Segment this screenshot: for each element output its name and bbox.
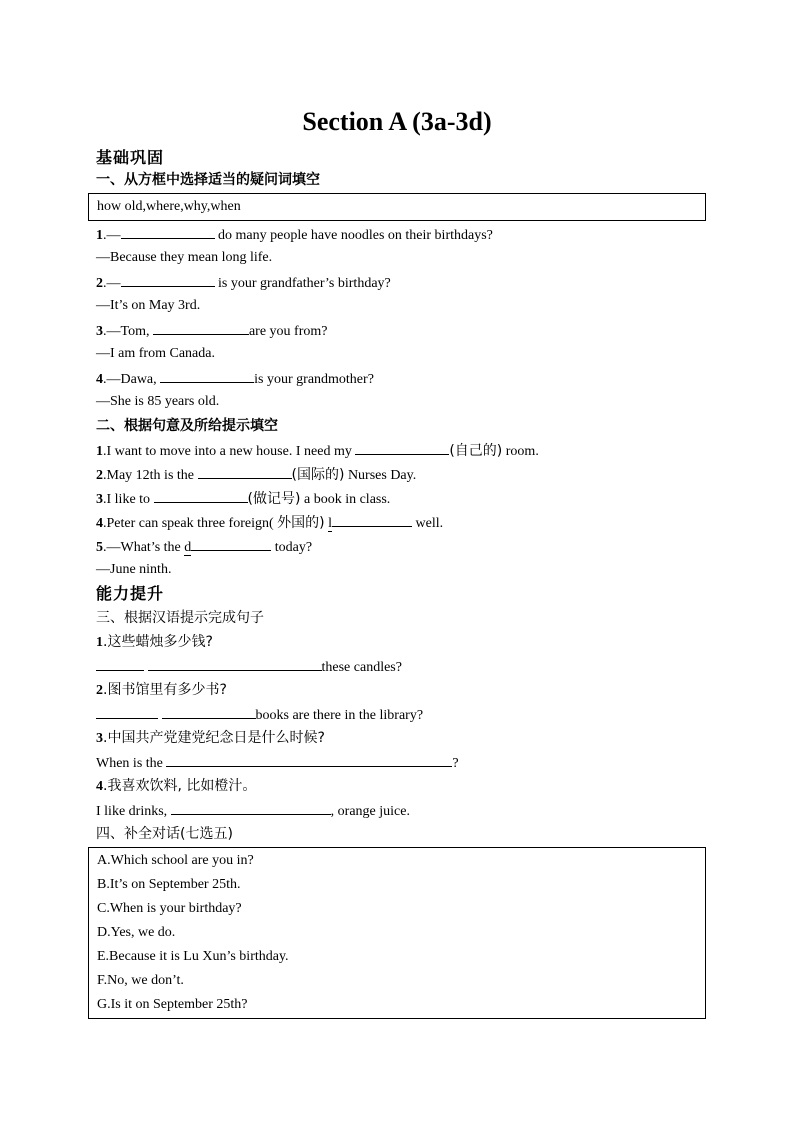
first-letter-hint: d — [184, 540, 192, 555]
option-c: C.When is your birthday? — [97, 901, 242, 916]
q-text: a book in class. — [300, 492, 391, 507]
question-2-1 — [96, 438, 539, 462]
q-text: .— — [103, 276, 121, 291]
question-3-4-answer — [96, 798, 410, 822]
answer-blank[interactable] — [154, 486, 248, 503]
q-number: 3 — [96, 731, 103, 746]
q-number: 3 — [96, 324, 103, 339]
q-text: room. — [502, 444, 539, 459]
q-number: 4 — [96, 372, 103, 387]
question-1-2 — [96, 270, 391, 294]
chinese-prompt: .中国共产党建党纪念日是什么时候? — [103, 730, 325, 746]
answer-blank[interactable] — [148, 654, 322, 671]
question-2-2 — [96, 462, 416, 486]
q-number: 1 — [96, 635, 103, 650]
answer-blank[interactable] — [96, 654, 144, 671]
q-number: 5 — [96, 540, 103, 555]
q-text: are you from? — [248, 324, 328, 339]
answer-1-3: —I am from Canada. — [96, 346, 215, 361]
q-text: these candles? — [321, 660, 402, 675]
q-text: is your grandmother? — [254, 372, 374, 387]
question-1-1 — [96, 222, 493, 246]
section-1-title: 一、从方框中选择适当的疑问词填空 — [96, 172, 320, 188]
question-3-2-prompt — [96, 678, 227, 702]
answer-blank[interactable] — [96, 702, 158, 719]
q-text: books are there in the library? — [255, 708, 424, 723]
q-text: ? — [452, 756, 459, 771]
word-box-text: how old,where,why,when — [97, 199, 241, 214]
option-b: B.It’s on September 25th. — [97, 877, 241, 892]
answer-blank[interactable] — [153, 318, 249, 335]
hint-text: (做记号) — [247, 491, 301, 507]
answer-1-1: —Because they mean long life. — [96, 250, 273, 265]
options-box — [88, 847, 706, 1019]
answer-blank[interactable] — [121, 270, 215, 287]
answer-blank[interactable] — [162, 702, 256, 719]
option-e: E.Because it is Lu Xun’s birthday. — [97, 949, 289, 964]
answer-blank[interactable] — [166, 750, 452, 767]
answer-1-4: —She is 85 years old. — [96, 394, 220, 409]
q-text: .Peter can speak three foreign( — [103, 516, 278, 531]
q-number: 2 — [96, 468, 103, 483]
q-text: today? — [271, 540, 313, 555]
question-3-2-answer — [96, 702, 423, 726]
section-4-title: 四、补全对话(七选五) — [96, 826, 233, 842]
answer-blank[interactable] — [332, 510, 412, 527]
q-text: Nurses Day. — [344, 468, 417, 483]
answer-blank[interactable] — [160, 366, 254, 383]
option-g: G.Is it on September 25th? — [97, 997, 248, 1012]
word-box — [88, 193, 706, 221]
hint-text: (自己的) — [449, 443, 503, 459]
answer-blank[interactable] — [198, 462, 292, 479]
q-number: 1 — [96, 228, 103, 243]
chinese-prompt: .图书馆里有多少书? — [103, 682, 227, 698]
q-text: When is the — [96, 756, 167, 771]
question-2-3 — [96, 486, 390, 510]
question-3-1-answer — [96, 654, 402, 678]
chinese-prompt: .我喜欢饮料, 比如橙汁。 — [103, 778, 257, 794]
question-1-3 — [96, 318, 328, 342]
answer-blank[interactable] — [171, 798, 331, 815]
q-number: 4 — [96, 516, 103, 531]
q-text: , orange juice. — [330, 804, 410, 819]
q-text: well. — [412, 516, 444, 531]
q-text: .—What’s the — [103, 540, 185, 555]
q-text: .—Tom, — [103, 324, 153, 339]
q-number: 1 — [96, 444, 103, 459]
question-1-4 — [96, 366, 374, 390]
question-3-4-prompt — [96, 774, 256, 798]
option-d: D.Yes, we do. — [97, 925, 176, 940]
answer-1-2: —It’s on May 3rd. — [96, 298, 201, 313]
q-text: .I want to move into a new house. I need my — [103, 444, 356, 459]
answer-blank[interactable] — [191, 534, 271, 551]
q-text: I like drinks, — [96, 804, 171, 819]
question-2-4 — [96, 510, 443, 534]
q-text: .I like to — [103, 492, 154, 507]
option-a: A.Which school are you in? — [97, 853, 254, 868]
q-text: .— — [103, 228, 121, 243]
hint-text: 外国的) — [277, 515, 325, 531]
q-number: 4 — [96, 779, 103, 794]
q-text: do many people have noodles on their birthdays? — [214, 228, 493, 243]
question-3-3-answer — [96, 750, 459, 774]
question-3-1-prompt — [96, 630, 213, 654]
q-number: 3 — [96, 492, 103, 507]
q-text: .May 12th is the — [103, 468, 198, 483]
section-3-title: 三、根据汉语提示完成句子 — [96, 610, 264, 626]
q-text: is your grandfather’s birthday? — [214, 276, 391, 291]
answer-blank[interactable] — [121, 222, 215, 239]
heading-improvement: 能力提升 — [96, 584, 165, 603]
q-number: 2 — [96, 276, 103, 291]
chinese-prompt: .这些蜡烛多少钱? — [103, 634, 213, 650]
q-text: .—Dawa, — [103, 372, 161, 387]
answer-blank[interactable] — [355, 438, 449, 455]
question-2-5 — [96, 534, 312, 558]
question-3-3-prompt — [96, 726, 325, 750]
q-number: 2 — [96, 683, 103, 698]
page-title: Section A (3a-3d) — [302, 107, 492, 136]
hint-text: (国际的) — [291, 467, 345, 483]
section-2-title: 二、根据句意及所给提示填空 — [96, 418, 278, 434]
option-f: F.No, we don’t. — [97, 973, 184, 988]
answer-2-5: —June ninth. — [96, 562, 172, 577]
heading-basics: 基础巩固 — [96, 148, 165, 167]
first-letter-hint: l — [328, 516, 332, 531]
